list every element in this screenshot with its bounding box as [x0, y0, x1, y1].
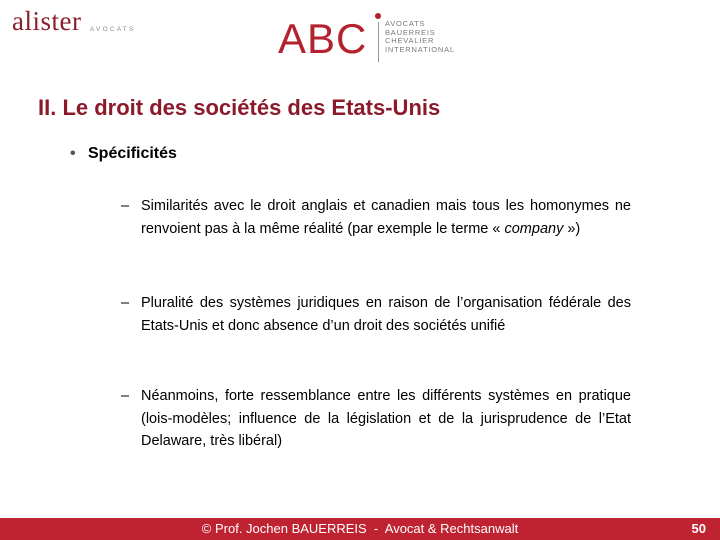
- main-bullet: [70, 145, 177, 163]
- dash-icon: –: [121, 388, 130, 404]
- alister-logo-subtitle: AVOCATS: [90, 26, 136, 33]
- sub-item-text: Similarités avec le droit anglais et canadien mais tous les homonymes ne renvoient pas à la même réalité (par exemple le terme « company »): [141, 198, 631, 237]
- sub-item-plurality: [121, 292, 631, 337]
- abc-logo-text: [385, 20, 455, 54]
- footer-copyright: © Prof. Jochen BAUERREIS - Avocat & Rechtsanwalt: [201, 521, 519, 536]
- emphasis-text: company: [504, 220, 564, 237]
- bullet-icon: •: [70, 145, 76, 162]
- abc-logo-line: CHEVALIER: [385, 36, 435, 46]
- abc-logo-line: AVOCATS: [385, 19, 426, 28]
- abc-logo-line: BAUERREIS: [385, 27, 436, 37]
- sub-item-resemblance: [121, 385, 631, 453]
- slide-title: II. Le droit des sociétés des Etats-Unis: [38, 95, 441, 120]
- sub-item-similarities: [121, 195, 631, 240]
- dash-icon: –: [121, 198, 130, 214]
- abc-logo: ABC: [278, 15, 368, 62]
- dash-icon: –: [121, 295, 130, 311]
- alister-logo: alister: [12, 6, 82, 36]
- bullet-label: Spécificités: [88, 145, 177, 162]
- footer-bar: [0, 518, 720, 540]
- abc-logo-dot-icon: [375, 13, 381, 19]
- abc-logo-divider: [378, 22, 379, 62]
- sub-item-text: Néanmoins, forte ressemblance entre les différents systèmes en pratique (lois-modèles; influence de la législation et de la jurisprudence de l’Etat Delaware, très libéral): [141, 388, 631, 449]
- abc-logo-line: INTERNATIONAL: [385, 44, 455, 54]
- page-number: 50: [691, 521, 706, 536]
- sub-item-text: Pluralité des systèmes juridiques en raison de l’organisation fédérale des Etats-Unis et donc absence d’un droit des sociétés unifié: [141, 295, 631, 334]
